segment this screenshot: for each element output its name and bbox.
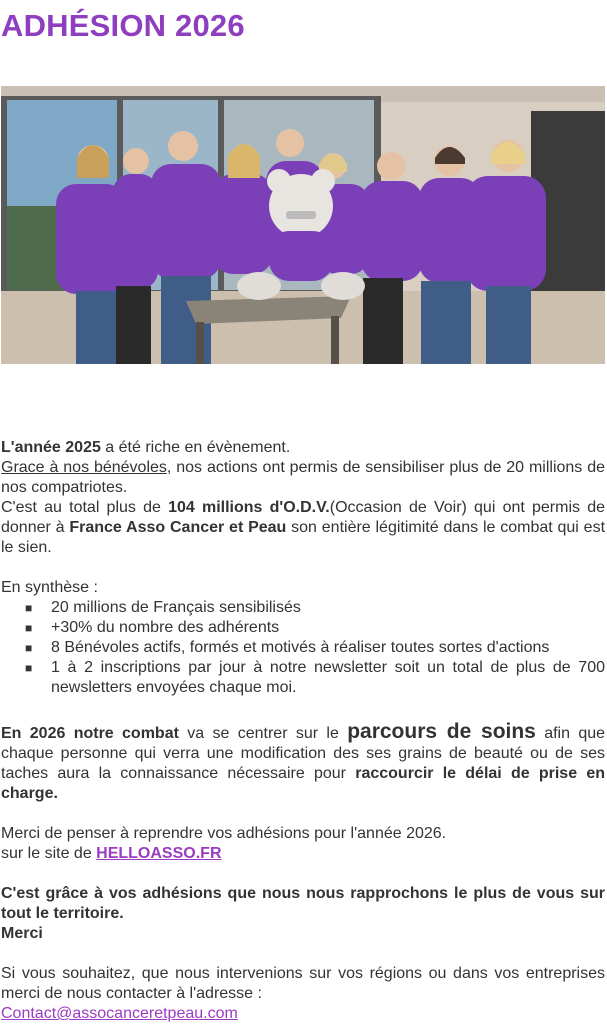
combat-mid: va se centrer sur le [187,725,348,742]
combat-highlight: parcours de soins [347,720,536,743]
list-item-text: 1 à 2 inscriptions par jour à notre newsletter soit un total de plus de 700 newsletters envoyées chaque moi. [51,659,605,696]
contact-text: Si vous souhaitez, que nous intervenions sur vos régions ou dans vos entreprises merci de nous contacter à l'adresse : [1,965,605,1002]
intro-paragraph [1,438,605,558]
contact-email-link[interactable]: Contact@assocanceretpeau.com [1,1005,238,1022]
year-text: a été riche en évènement. [100,439,291,456]
list-item-text: 20 millions de Français sensibilisés [51,599,301,616]
list-item [1,598,605,618]
volunteers-link[interactable]: Grace à nos bénévoles [1,459,167,476]
contact-paragraph [1,964,605,1024]
year-label: L'année 2025 [1,439,101,456]
article-body [1,438,605,1024]
combat-end: raccourcir le délai de prise en charge. [1,765,606,802]
list-item-text: 8 Bénévoles actifs, formés et motivés à réaliser toutes sortes d'actions [51,639,550,656]
thanks-merci: Merci [1,925,43,942]
bullet-icon: ■ [25,661,33,675]
synthesis-heading: En synthèse : [1,579,98,596]
odv-figure: 104 millions d'O.D.V. [168,499,330,516]
list-item-text: +30% du nombre des adhérents [51,619,280,636]
total-text-start: C'est au total plus de [1,499,169,516]
bullet-icon: ■ [25,601,33,615]
renew-line: Merci de penser à reprendre vos adhésions pour l'année 2026. [1,825,447,842]
synthesis-list [1,598,605,698]
thanks-paragraph [1,884,605,944]
thanks-text: C'est grâce à vos adhésions que nous nous rapprochons le plus de vous sur tout le territoire. [1,885,605,922]
renew-paragraph [1,824,605,864]
total-text-end: son entière légitimité dans le combat qui est le sien. [1,519,606,556]
total-text-mid: (Occasion de Voir) qui ont permis de donner à [1,499,606,536]
group-photo [1,86,605,364]
list-item [1,638,605,658]
bullet-icon: ■ [25,641,33,655]
bullet-icon: ■ [25,621,33,635]
renew-site-text: sur le site de [1,845,97,862]
combat-paragraph [1,722,605,804]
combat-lead: En 2026 notre combat [1,725,188,742]
org-name: France Asso Cancer et Peau [69,519,287,536]
page-title: ADHÉSION 2026 [1,8,245,43]
list-item [1,618,605,638]
volunteers-text: , nos actions ont permis de sensibiliser plus de 20 millions de nos compatriotes. [1,459,605,496]
list-item [1,658,605,698]
helloasso-link[interactable]: HELLOASSO.FR [96,845,222,862]
combat-rest: afin que chaque personne qui verra une modification des ses grains de beauté ou de ses taches aura la connaissance nécessaire pour [1,725,606,782]
